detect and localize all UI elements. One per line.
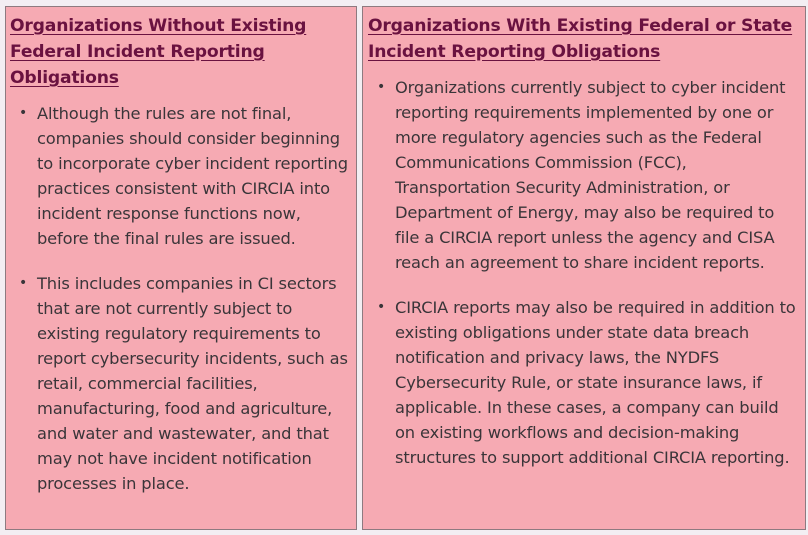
list-item-text: CIRCIA reports may also be required in addition to existing obligations under state data breach notification and privacy laws, the NYDFS Cybersecurity Rule, or state insurance laws, if applicable. In these cases, a company can build on existing workflows and decision-making structures to support additional CIRCIA reporting. [395,298,796,467]
list-item [10,101,348,251]
list-item-text: This includes companies in CI sectors that are not currently subject to existing regulatory requirements to report cybersecurity incidents, such as retail, commercial facilities, manufacturing, food and agriculture, and water and wastewater, and that may not have incident notification processes in place. [37,274,348,493]
right-column [362,6,806,530]
bullet-icon: • [377,299,386,315]
bullet-icon: • [19,105,28,121]
right-bullet-list [368,75,797,470]
list-item [368,75,797,275]
list-item [10,271,348,496]
list-item-text: Although the rules are not final, companies should consider beginning to incorporate cyber incident reporting practices consistent with CIRCIA into incident response functions now, before the final rules are issued. [37,104,348,248]
left-column [5,6,357,530]
list-item-text: Organizations currently subject to cyber incident reporting requirements implemented by one or more regulatory agencies such as the Federal Communications Commission (FCC), Transportation Security Administration, or Department of Energy, may also be required to file a CIRCIA report unless the agency and CISA reach an agreement to share incident reports. [395,78,786,272]
right-column-heading: Organizations With Existing Federal or State Incident Reporting Obligations [368,16,793,62]
list-item [368,295,797,470]
left-column-heading: Organizations Without Existing Federal Incident Reporting Obligations [10,16,307,88]
left-bullet-list [10,101,348,496]
bullet-icon: • [19,275,28,291]
bullet-icon: • [377,79,386,95]
